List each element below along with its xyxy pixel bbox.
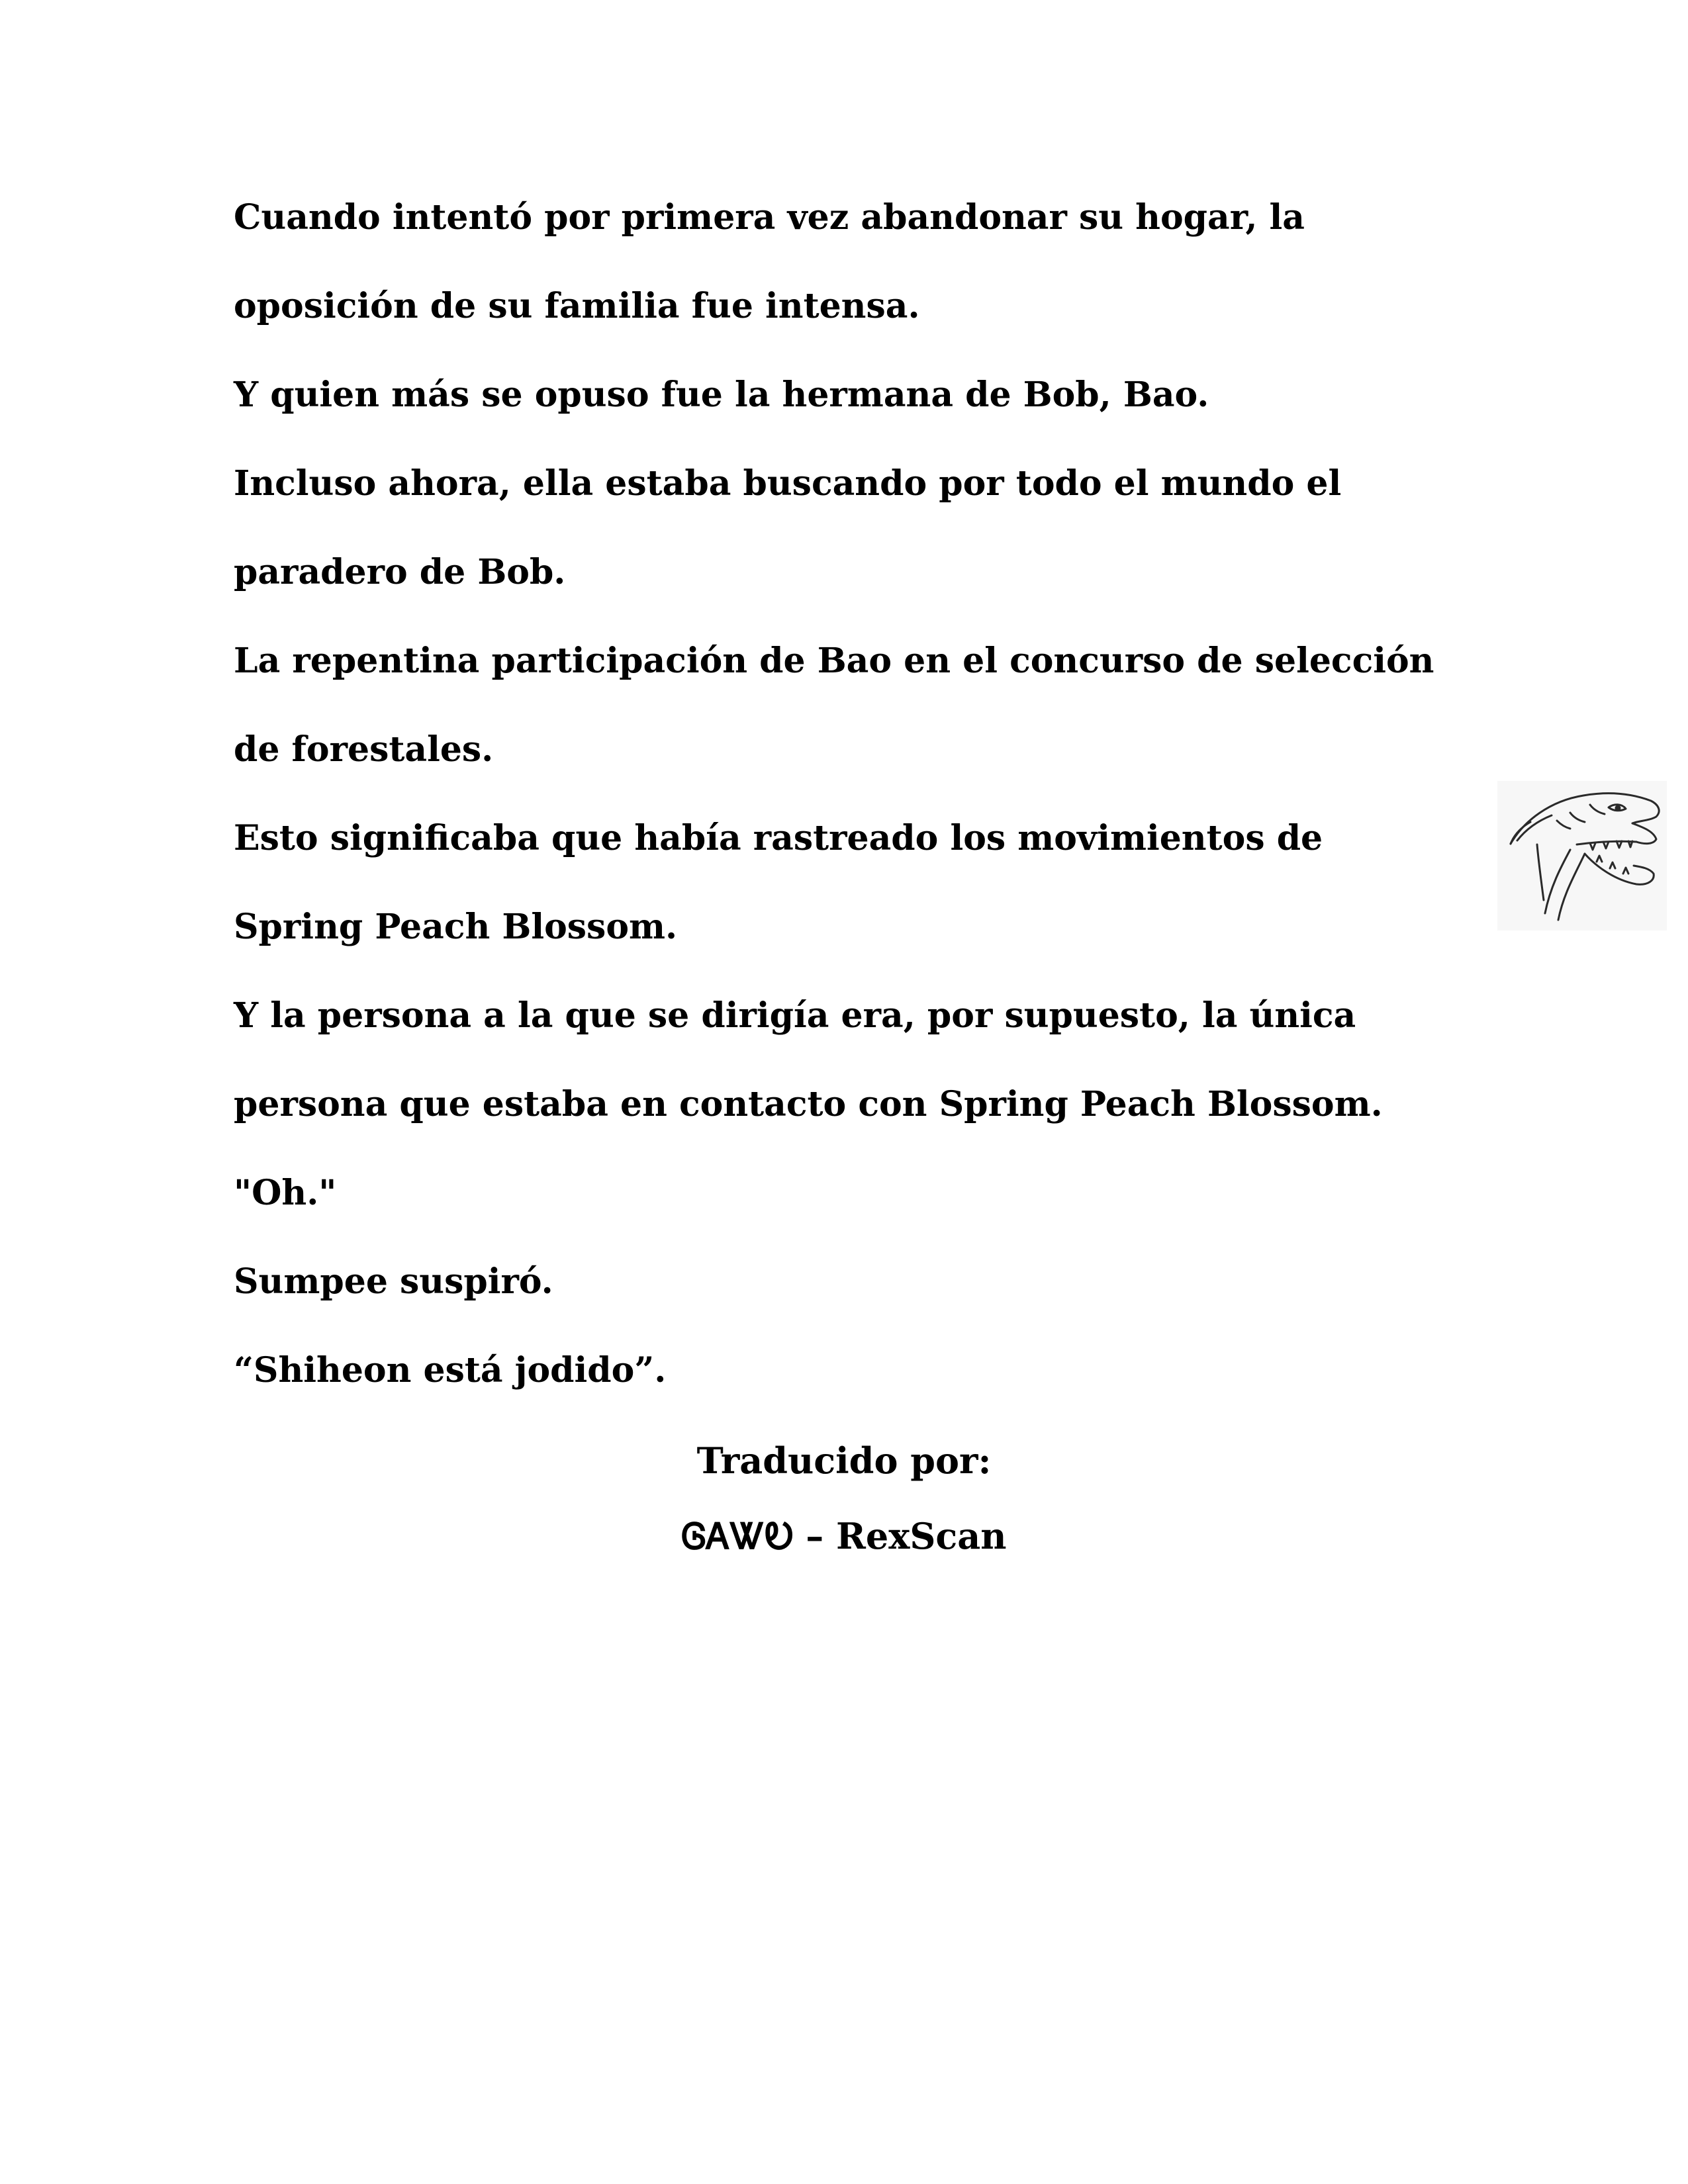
paragraph-line: Cuando intentó por primera vez abandonar su hogar, la — [234, 197, 1305, 238]
paragraph-line: “Shiheon está jodido”. — [234, 1350, 667, 1390]
paragraph-line: Spring Peach Blossom. — [234, 907, 678, 947]
paragraph-line: La repentina participación de Bao en el concurso de selección — [234, 641, 1434, 681]
paragraph-line: "Oh." — [234, 1173, 337, 1213]
paragraph-line: de forestales. — [234, 729, 494, 770]
paragraph-line: Y la persona a la que se dirigía era, por supuesto, la única — [234, 995, 1356, 1036]
credits-translator: ᎶᎪᏔᎧ – RexScan — [681, 1515, 1007, 1557]
paragraph-line: Incluso ahora, ella estaba buscando por todo el mundo el — [234, 463, 1342, 504]
paragraph-line: Sumpee suspiró. — [234, 1261, 553, 1302]
credits-heading: Traducido por: — [696, 1439, 992, 1482]
paragraph-line: paradero de Bob. — [234, 552, 566, 592]
t-rex-head-icon — [1497, 781, 1667, 931]
paragraph-line: Y quien más se opuso fue la hermana de Bob, Bao. — [234, 375, 1209, 415]
paragraph-line: Esto significaba que había rastreado los movimientos de — [234, 818, 1323, 858]
paragraph-line: oposición de su familia fue intensa. — [234, 286, 920, 326]
paragraph-line: persona que estaba en contacto con Spring Peach Blossom. — [234, 1084, 1383, 1124]
